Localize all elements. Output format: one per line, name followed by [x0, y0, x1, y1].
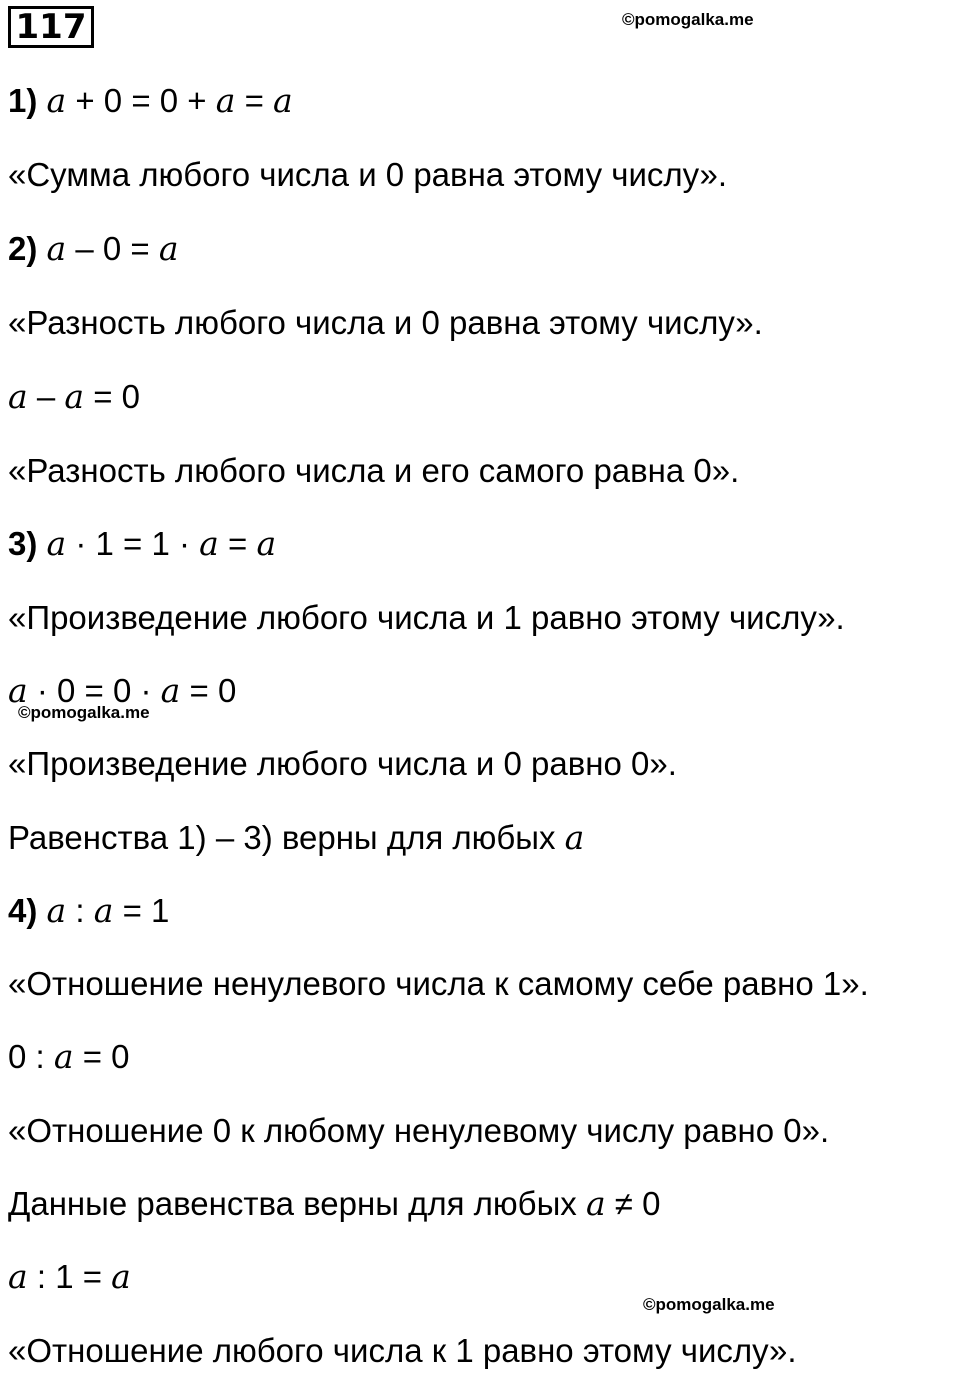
formula-line — [8, 377, 140, 417]
formula-text: – 0 = — [66, 230, 159, 267]
statement-text: «Сумма любого числа и 0 равна этому числу». — [8, 156, 728, 193]
statement-text: «Отношение любого числа к 1 равно этому числу». — [8, 1332, 797, 1369]
formula-text: · 0 = 0 · — [27, 672, 161, 709]
watermark-middle: ©pomogalka.me — [18, 703, 150, 722]
variable-a: a — [215, 81, 236, 120]
item-number: 1) — [8, 82, 38, 119]
formula-line — [8, 671, 236, 711]
statement-text: «Произведение любого числа и 0 равно 0». — [8, 745, 677, 782]
formula-text — [37, 230, 46, 267]
formula-line — [8, 1184, 660, 1224]
formula-line — [8, 524, 276, 564]
item-number: 3) — [8, 525, 38, 562]
formula-line — [8, 1037, 130, 1077]
formula-text — [37, 892, 46, 929]
formula-text: = — [235, 82, 274, 119]
item-number: 4) — [8, 892, 38, 929]
problem-number: 117 — [15, 7, 87, 47]
formula-line — [8, 81, 293, 121]
formula-text: – — [27, 378, 65, 415]
watermark-bottom: ©pomogalka.me — [643, 1295, 775, 1314]
formula-text: : — [66, 892, 94, 929]
variable-a: a — [8, 671, 28, 710]
formula-text: : 1 = — [27, 1258, 112, 1295]
variable-a: a — [111, 1257, 131, 1296]
variable-a: a — [53, 1037, 74, 1076]
statement-text: «Разность любого числа и 0 равна этому числу». — [8, 304, 763, 341]
formula-text — [37, 82, 46, 119]
problem-number-box — [8, 6, 94, 48]
variable-a: a — [64, 377, 85, 416]
formula-line — [8, 818, 584, 858]
variable-a: a — [273, 81, 293, 120]
variable-a: a — [8, 377, 28, 416]
variable-a: a — [256, 524, 277, 563]
variable-a: a — [158, 229, 179, 268]
formula-line — [8, 1257, 131, 1297]
formula-text: = 0 — [73, 1038, 130, 1075]
formula-text: = — [218, 525, 257, 562]
variable-a: a — [46, 81, 67, 120]
formula-text: ≠ 0 — [605, 1185, 661, 1222]
variable-a: a — [8, 1257, 28, 1296]
formula-text: = 0 — [84, 378, 141, 415]
formula-text: = 0 — [180, 672, 237, 709]
statement-text: «Разность любого числа и его самого равна 0». — [8, 452, 740, 489]
variable-a: a — [160, 671, 181, 710]
statement-text: «Отношение 0 к любому ненулевому числу равно 0». — [8, 1112, 830, 1149]
variable-a: a — [46, 524, 67, 563]
variable-a: a — [46, 229, 67, 268]
variable-a: a — [199, 524, 219, 563]
variable-a: a — [93, 891, 114, 930]
formula-line — [8, 229, 179, 269]
variable-a: a — [564, 818, 585, 857]
formula-text: = 1 — [113, 892, 170, 929]
statement-text: «Отношение ненулевого числа к самому себе равно 1». — [8, 965, 869, 1002]
formula-text: · 1 = 1 · — [66, 525, 200, 562]
item-number: 2) — [8, 230, 38, 267]
statement-text: «Произведение любого числа и 1 равно этому числу». — [8, 599, 845, 636]
formula-text: 0 : — [8, 1038, 54, 1075]
variable-a: a — [46, 891, 67, 930]
formula-text: + 0 = 0 + — [66, 82, 216, 119]
formula-text — [37, 525, 46, 562]
formula-line — [8, 891, 169, 931]
variable-a: a — [585, 1184, 606, 1223]
formula-text: Равенства 1) – 3) верны для любых — [8, 819, 565, 856]
formula-text: Данные равенства верны для любых — [8, 1185, 586, 1222]
watermark-top: ©pomogalka.me — [622, 10, 754, 29]
